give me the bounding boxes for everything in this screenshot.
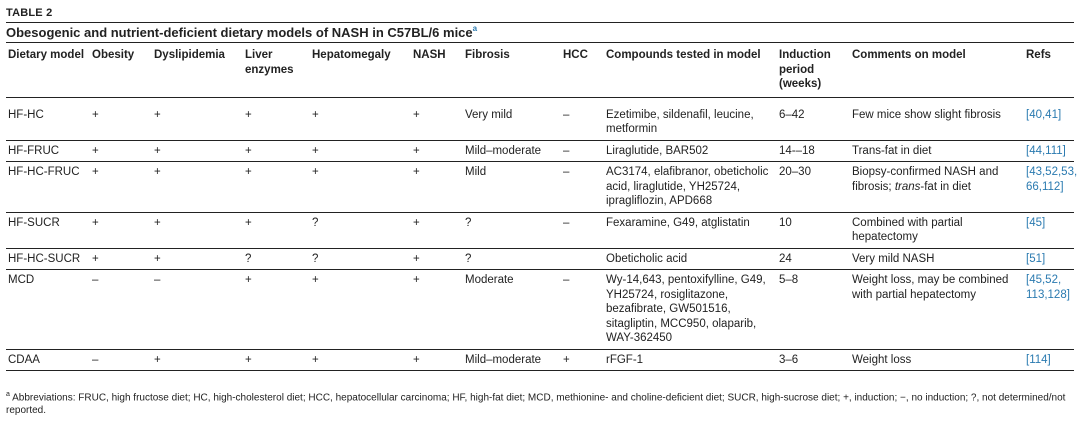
cell-compounds: Ezetimibe, sildenafil, leucine, metformin <box>604 97 777 140</box>
cell-dyslipidemia: + <box>152 162 243 213</box>
cell-nash: + <box>411 212 463 248</box>
header-compounds: Compounds tested in model <box>604 43 777 97</box>
cell-refs-link[interactable]: [45,52, 113,128] <box>1024 270 1074 350</box>
cell-model: MCD <box>6 270 90 350</box>
cell-obesity: + <box>90 97 152 140</box>
cell-compounds: Fexaramine, G49, atglistatin <box>604 212 777 248</box>
cell-obesity: + <box>90 140 152 162</box>
cell-fibrosis: Mild <box>463 162 561 213</box>
cell-hepatomegaly: + <box>310 270 411 350</box>
header-dyslipidemia: Dyslipidemia <box>152 43 243 97</box>
cell-model: HF-HC-FRUC <box>6 162 90 213</box>
table-row <box>6 140 1074 162</box>
table-row <box>6 270 1074 350</box>
cell-liver-enzymes: + <box>243 349 310 371</box>
header-hepatomegaly: Hepatomegaly <box>310 43 411 97</box>
cell-refs-link[interactable]: [40,41] <box>1024 97 1074 140</box>
cell-hepatomegaly: + <box>310 349 411 371</box>
cell-compounds: rFGF-1 <box>604 349 777 371</box>
cell-liver-enzymes: + <box>243 162 310 213</box>
cell-nash: + <box>411 162 463 213</box>
cell-refs-link[interactable]: [44,111] <box>1024 140 1074 162</box>
data-table <box>6 43 1078 371</box>
footnote-marker: a <box>6 391 10 398</box>
cell-refs-link[interactable]: [43,52,53, 66,112] <box>1024 162 1074 213</box>
table-title-text: Obesogenic and nutrient-deficient dietary models of NASH in C57BL/6 mice <box>6 25 473 40</box>
cell-comments: Weight loss <box>850 349 1024 371</box>
cell-hcc: – <box>561 162 604 213</box>
table-row <box>6 162 1074 213</box>
cell-induction: 10 <box>777 212 850 248</box>
header-fibrosis: Fibrosis <box>463 43 561 97</box>
cell-model: HF-FRUC <box>6 140 90 162</box>
cell-fibrosis: Mild–moderate <box>463 349 561 371</box>
comments-tail-text: -fat in diet <box>920 180 971 193</box>
cell-comments <box>850 162 1024 213</box>
cell-fibrosis: ? <box>463 212 561 248</box>
cell-comments: Trans-fat in diet <box>850 140 1024 162</box>
cell-liver-enzymes: + <box>243 212 310 248</box>
header-refs: Refs <box>1024 43 1074 97</box>
cell-liver-enzymes: + <box>243 97 310 140</box>
cell-obesity: + <box>90 212 152 248</box>
header-liver-enzymes: Liver enzymes <box>243 43 310 97</box>
header-induction-period: Induction period (weeks) <box>777 43 850 97</box>
cell-fibrosis: Moderate <box>463 270 561 350</box>
table-row <box>6 248 1074 270</box>
cell-dyslipidemia: – <box>152 270 243 350</box>
cell-hcc: + <box>561 349 604 371</box>
table-row <box>6 212 1074 248</box>
table-row <box>6 97 1074 140</box>
cell-hepatomegaly: ? <box>310 212 411 248</box>
header-dietary-model: Dietary model <box>6 43 90 97</box>
comments-text: Biopsy-confirmed NASH and fibrosis; <box>852 166 999 193</box>
cell-hcc: – <box>561 97 604 140</box>
cell-model: HF-HC <box>6 97 90 140</box>
cell-hepatomegaly: + <box>310 97 411 140</box>
table-label: TABLE 2 <box>6 7 53 19</box>
header-hcc: HCC <box>561 43 604 97</box>
cell-comments: Combined with partial hepatectomy <box>850 212 1024 248</box>
cell-nash: + <box>411 97 463 140</box>
cell-induction: 3–6 <box>777 349 850 371</box>
cell-induction: 6–42 <box>777 97 850 140</box>
cell-hepatomegaly: + <box>310 140 411 162</box>
cell-nash: + <box>411 349 463 371</box>
table-row <box>6 349 1074 371</box>
cell-dyslipidemia: + <box>152 140 243 162</box>
cell-obesity: + <box>90 162 152 213</box>
cell-dyslipidemia: + <box>152 248 243 270</box>
cell-dyslipidemia: + <box>152 212 243 248</box>
header-row <box>6 43 1074 97</box>
cell-model: HF-HC-SUCR <box>6 248 90 270</box>
cell-hcc: – <box>561 140 604 162</box>
footnote-text: Abbreviations: FRUC, high fructose diet; HC, high-cholesterol diet; HCC, hepatocellular carcinoma; HF, high-fat diet; MCD, methionine- and choline-deficient diet; SUCR, high-sucrose diet; +, induction; −, no induction; ?, not determined/not reported. <box>6 392 1066 417</box>
cell-induction: 20–30 <box>777 162 850 213</box>
cell-obesity: – <box>90 349 152 371</box>
cell-induction: 14-–18 <box>777 140 850 162</box>
cell-refs-link[interactable]: [114] <box>1024 349 1074 371</box>
cell-hepatomegaly: ? <box>310 248 411 270</box>
cell-dyslipidemia: + <box>152 97 243 140</box>
cell-hcc: – <box>561 212 604 248</box>
title-footnote-marker[interactable]: a <box>472 24 478 33</box>
cell-comments: Very mild NASH <box>850 248 1024 270</box>
cell-liver-enzymes: + <box>243 270 310 350</box>
cell-obesity: – <box>90 270 152 350</box>
cell-compounds: Liraglutide, BAR502 <box>604 140 777 162</box>
header-comments: Comments on model <box>850 43 1024 97</box>
cell-fibrosis: Very mild <box>463 97 561 140</box>
cell-model: HF-SUCR <box>6 212 90 248</box>
cell-comments: Weight loss, may be combined with partial hepatectomy <box>850 270 1024 350</box>
cell-comments: Few mice show slight fibrosis <box>850 97 1024 140</box>
cell-liver-enzymes: + <box>243 140 310 162</box>
cell-induction: 5–8 <box>777 270 850 350</box>
title-rule <box>6 22 1074 23</box>
cell-refs-link[interactable]: [51] <box>1024 248 1074 270</box>
table-footnote <box>6 388 1072 417</box>
cell-refs-link[interactable]: [45] <box>1024 212 1074 248</box>
cell-hcc: – <box>561 270 604 350</box>
cell-fibrosis: ? <box>463 248 561 270</box>
cell-liver-enzymes: ? <box>243 248 310 270</box>
cell-nash: + <box>411 140 463 162</box>
cell-obesity: + <box>90 248 152 270</box>
cell-compounds: Obeticholic acid <box>604 248 777 270</box>
cell-dyslipidemia: + <box>152 349 243 371</box>
cell-nash: + <box>411 270 463 350</box>
header-obesity: Obesity <box>90 43 152 97</box>
cell-induction: 24 <box>777 248 850 270</box>
cell-hepatomegaly: + <box>310 162 411 213</box>
cell-compounds: Wy-14,643, pentoxifylline, G49, YH25724, rosiglitazone, bezafibrate, GW501516, sitagliptin, MCC950, olaparib, WAY-362450 <box>604 270 777 350</box>
header-nash: NASH <box>411 43 463 97</box>
cell-model: CDAA <box>6 349 90 371</box>
table-title <box>6 25 477 40</box>
cell-compounds: AC3174, elafibranor, obeticholic acid, liraglutide, YH25724, ipragliflozin, APD668 <box>604 162 777 213</box>
comments-italic-text: trans <box>894 180 921 193</box>
cell-hcc <box>561 248 604 270</box>
cell-fibrosis: Mild–moderate <box>463 140 561 162</box>
cell-nash: + <box>411 248 463 270</box>
